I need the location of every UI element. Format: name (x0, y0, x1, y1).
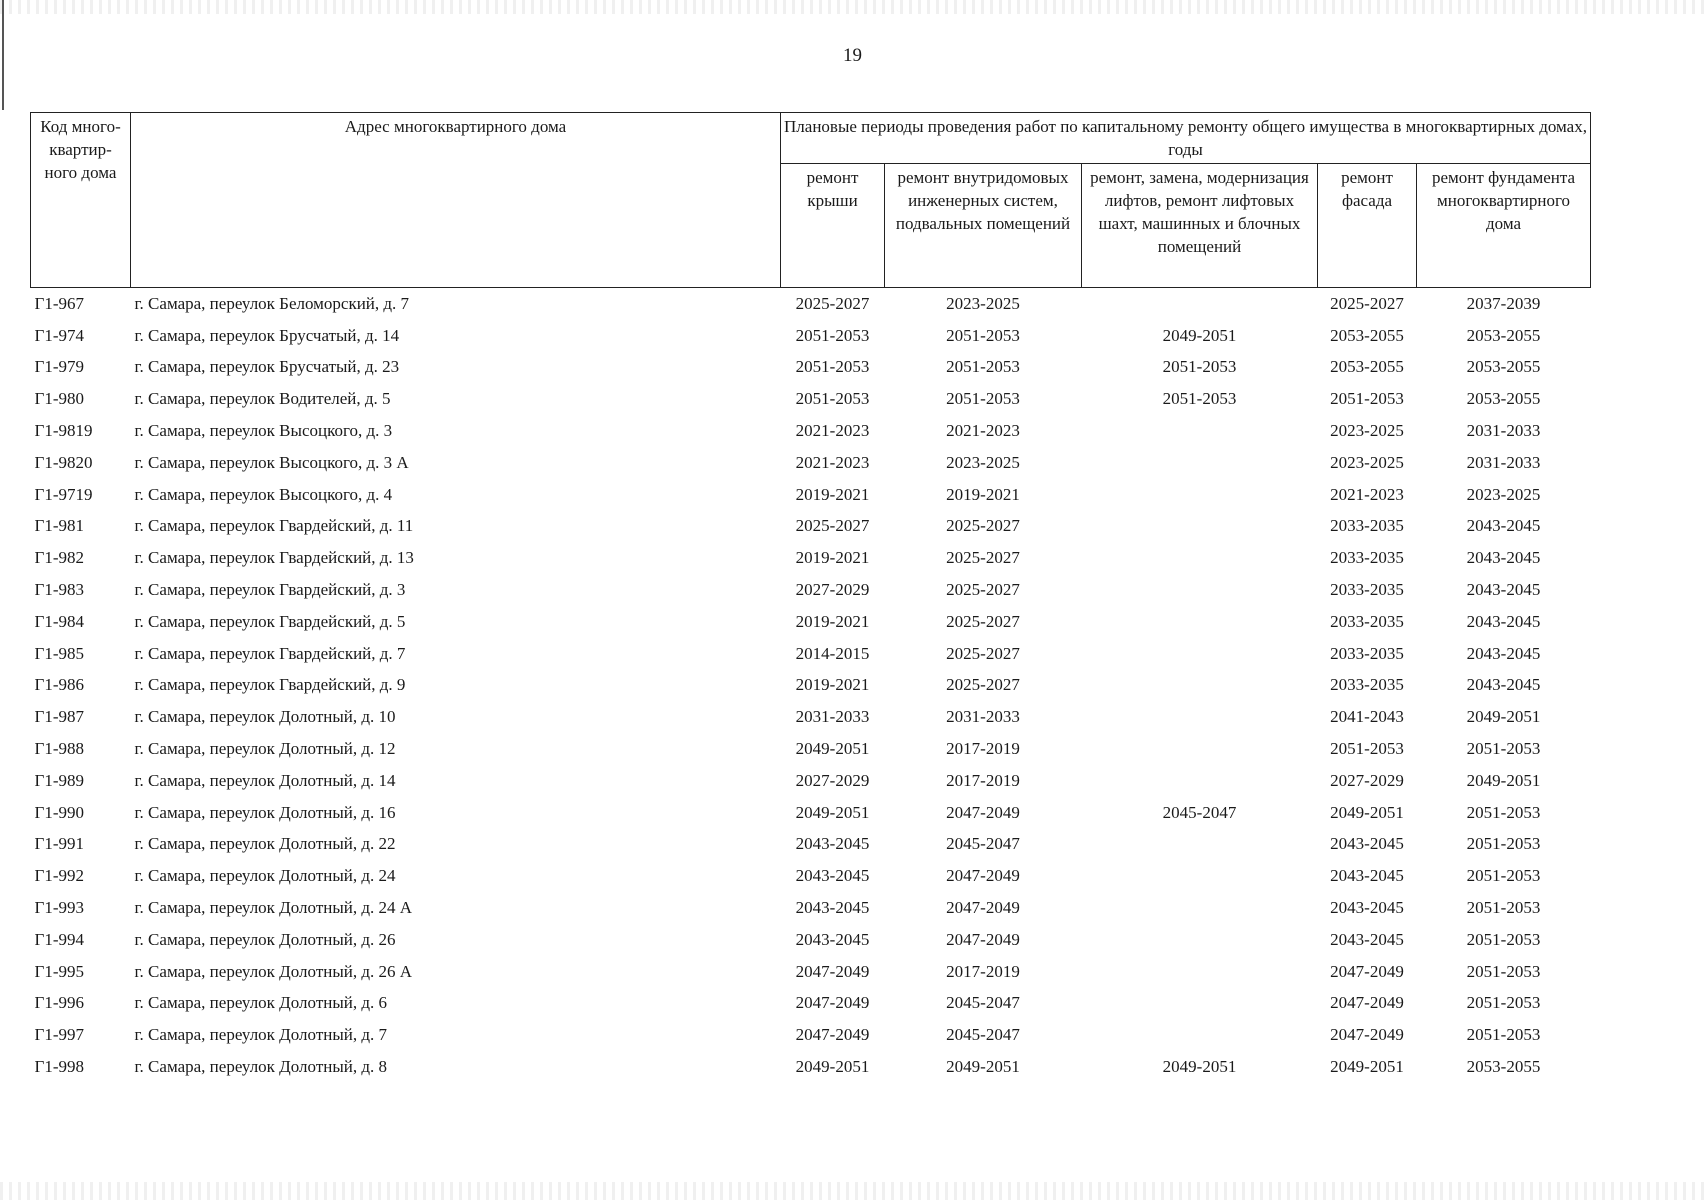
cell-code: Г1-995 (34, 961, 84, 981)
cell-roof: 2047-2049 (795, 1025, 870, 1045)
cell-roof: 2051-2053 (795, 325, 870, 345)
cell-elevators (1082, 988, 1318, 1020)
cell-code: Г1-9719 (34, 484, 93, 504)
cell-elevators (1082, 415, 1318, 447)
cell-foundation: 2053-2055 (1466, 325, 1541, 345)
cell-foundation: 2043-2045 (1466, 643, 1541, 663)
cell-code: Г1-998 (34, 1057, 84, 1077)
cell-code: Г1-9819 (34, 421, 93, 441)
table-row (31, 542, 1591, 574)
cell-address: г. Самара, переулок Гвардейский, д. 3 (134, 580, 406, 600)
cell-foundation: 2043-2045 (1466, 516, 1541, 536)
cell-facade: 2033-2035 (1330, 611, 1404, 631)
cell-roof: 2027-2029 (795, 580, 870, 600)
table-row (31, 765, 1591, 797)
cell-systems: 2047-2049 (946, 929, 1020, 949)
cell-systems: 2025-2027 (946, 643, 1020, 663)
cell-facade: 2051-2053 (1330, 389, 1404, 409)
cell-foundation: 2053-2055 (1466, 357, 1541, 377)
cell-address: г. Самара, переулок Долотный, д. 10 (134, 707, 396, 727)
cell-roof: 2014-2015 (795, 643, 870, 663)
cell-foundation: 2031-2033 (1466, 421, 1541, 441)
cell-systems: 2019-2021 (946, 484, 1020, 504)
cell-code: Г1-979 (34, 357, 84, 377)
header-code: Код много-квартир-ного дома (31, 113, 131, 288)
cell-elevators (1082, 479, 1318, 511)
cell-code: Г1-987 (34, 707, 84, 727)
table-row (31, 701, 1591, 733)
cell-elevators (1082, 701, 1318, 733)
cell-foundation: 2053-2055 (1466, 1057, 1541, 1077)
cell-elevators (1082, 638, 1318, 670)
cell-code: Г1-982 (34, 548, 84, 568)
cell-code: Г1-985 (34, 643, 84, 663)
cell-roof: 2019-2021 (795, 611, 870, 631)
cell-code: Г1-974 (34, 325, 84, 345)
cell-roof: 2049-2051 (795, 1057, 870, 1077)
cell-systems: 2047-2049 (946, 866, 1020, 886)
cell-facade: 2041-2043 (1330, 707, 1404, 727)
table-row (31, 574, 1591, 606)
cell-roof: 2021-2023 (795, 421, 870, 441)
cell-address: г. Самара, переулок Долотный, д. 24 (134, 866, 396, 886)
table-row (31, 447, 1591, 479)
cell-facade: 2049-2051 (1330, 1057, 1404, 1077)
cell-foundation: 2043-2045 (1466, 580, 1541, 600)
cell-elevators: 2051-2053 (1162, 389, 1237, 409)
cell-systems: 2045-2047 (946, 1025, 1020, 1045)
header-systems: ремонт внутридомовых инженерных систем, подвальных помещений (885, 164, 1082, 288)
cell-code: Г1-980 (34, 389, 84, 409)
cell-elevators (1082, 829, 1318, 861)
cell-foundation: 2043-2045 (1466, 548, 1541, 568)
cell-roof: 2049-2051 (795, 739, 870, 759)
cell-address: г. Самара, переулок Долотный, д. 26 А (134, 961, 413, 981)
cell-elevators (1082, 574, 1318, 606)
cell-foundation: 2051-2053 (1466, 802, 1541, 822)
cell-address: г. Самара, переулок Долотный, д. 7 (134, 1025, 388, 1045)
cell-facade: 2049-2051 (1330, 802, 1404, 822)
cell-code: Г1-967 (34, 293, 84, 313)
cell-roof: 2025-2027 (795, 516, 870, 536)
cell-elevators: 2049-2051 (1162, 325, 1237, 345)
cell-systems: 2025-2027 (946, 548, 1020, 568)
table-row (31, 797, 1591, 829)
table-row (31, 1019, 1591, 1051)
cell-address: г. Самара, переулок Гвардейский, д. 9 (134, 675, 406, 695)
cell-systems: 2051-2053 (946, 357, 1020, 377)
cell-systems: 2049-2051 (946, 1057, 1020, 1077)
cell-facade: 2033-2035 (1330, 675, 1404, 695)
cell-facade: 2047-2049 (1330, 1025, 1404, 1045)
cell-elevators (1082, 733, 1318, 765)
cell-systems: 2045-2047 (946, 834, 1020, 854)
cell-code: Г1-983 (34, 580, 84, 600)
cell-code: Г1-994 (34, 929, 84, 949)
cell-address: г. Самара, переулок Брусчатый, д. 23 (134, 357, 400, 377)
cell-elevators (1082, 892, 1318, 924)
cell-code: Г1-984 (34, 611, 84, 631)
cell-roof: 2049-2051 (795, 802, 870, 822)
cell-elevators: 2051-2053 (1162, 357, 1237, 377)
cell-address: г. Самара, переулок Долотный, д. 16 (134, 802, 396, 822)
cell-systems: 2051-2053 (946, 389, 1020, 409)
cell-elevators (1082, 447, 1318, 479)
cell-facade: 2023-2025 (1330, 421, 1404, 441)
cell-systems: 2047-2049 (946, 898, 1020, 918)
cell-roof: 2051-2053 (795, 357, 870, 377)
cell-roof: 2047-2049 (795, 993, 870, 1013)
cell-address: г. Самара, переулок Долотный, д. 22 (134, 834, 396, 854)
cell-systems: 2017-2019 (946, 739, 1020, 759)
cell-systems: 2023-2025 (946, 293, 1020, 313)
cell-facade: 2025-2027 (1330, 293, 1404, 313)
cell-roof: 2019-2021 (795, 548, 870, 568)
cell-foundation: 2051-2053 (1466, 834, 1541, 854)
cell-foundation: 2051-2053 (1466, 739, 1541, 759)
cell-address: г. Самара, переулок Высоцкого, д. 4 (134, 484, 393, 504)
cell-code: Г1-986 (34, 675, 84, 695)
table-row (31, 320, 1591, 352)
table-row (31, 829, 1591, 861)
cell-elevators (1082, 765, 1318, 797)
table-row (31, 606, 1591, 638)
cell-elevators (1082, 670, 1318, 702)
cell-elevators: 2049-2051 (1162, 1057, 1237, 1077)
table-row (31, 956, 1591, 988)
cell-roof: 2047-2049 (795, 961, 870, 981)
cell-roof: 2025-2027 (795, 293, 870, 313)
cell-foundation: 2049-2051 (1466, 770, 1541, 790)
cell-facade: 2021-2023 (1330, 484, 1404, 504)
cell-address: г. Самара, переулок Высоцкого, д. 3 (134, 421, 393, 441)
table-row (31, 638, 1591, 670)
page-number: 19 (843, 45, 862, 66)
cell-code: Г1-988 (34, 739, 84, 759)
cell-foundation: 2043-2045 (1466, 675, 1541, 695)
cell-roof: 2043-2045 (795, 898, 870, 918)
cell-facade: 2023-2025 (1330, 452, 1404, 472)
cell-foundation: 2051-2053 (1466, 961, 1541, 981)
cell-systems: 2017-2019 (946, 961, 1020, 981)
cell-systems: 2023-2025 (946, 452, 1020, 472)
cell-roof: 2051-2053 (795, 389, 870, 409)
cell-address: г. Самара, переулок Гвардейский, д. 7 (134, 643, 406, 663)
cell-foundation: 2053-2055 (1466, 389, 1541, 409)
cell-address: г. Самара, переулок Высоцкого, д. 3 А (134, 452, 409, 472)
cell-systems: 2047-2049 (946, 802, 1020, 822)
cell-code: Г1-996 (34, 993, 84, 1013)
cell-elevators (1082, 924, 1318, 956)
cell-roof: 2021-2023 (795, 452, 870, 472)
header-periods-group: Плановые периоды проведения работ по капитальному ремонту общего имущества в многоквартирных домах, годы (781, 113, 1591, 164)
cell-roof: 2043-2045 (795, 834, 870, 854)
table-row (31, 1051, 1591, 1083)
cell-systems: 2021-2023 (946, 421, 1020, 441)
header-address: Адрес многоквартирного дома (131, 113, 781, 288)
table-row (31, 670, 1591, 702)
cell-facade: 2051-2053 (1330, 739, 1404, 759)
cell-foundation: 2051-2053 (1466, 866, 1541, 886)
cell-address: г. Самара, переулок Гвардейский, д. 5 (134, 611, 406, 631)
cell-address: г. Самара, переулок Долотный, д. 6 (134, 993, 388, 1013)
repair-schedule-table (30, 112, 1591, 1083)
cell-facade: 2033-2035 (1330, 548, 1404, 568)
table-body (31, 288, 1591, 1083)
cell-facade: 2043-2045 (1330, 866, 1404, 886)
cell-roof: 2019-2021 (795, 484, 870, 504)
cell-elevators (1082, 288, 1318, 320)
cell-elevators (1082, 542, 1318, 574)
table-row (31, 733, 1591, 765)
cell-code: Г1-993 (34, 898, 84, 918)
cell-code: Г1-9820 (34, 452, 93, 472)
cell-elevators (1082, 1019, 1318, 1051)
cell-code: Г1-989 (34, 770, 84, 790)
cell-systems: 2025-2027 (946, 516, 1020, 536)
scan-noise-bottom (0, 1182, 1705, 1200)
cell-code: Г1-997 (34, 1025, 84, 1045)
cell-facade: 2053-2055 (1330, 325, 1404, 345)
table-row (31, 860, 1591, 892)
cell-facade: 2047-2049 (1330, 993, 1404, 1013)
cell-address: г. Самара, переулок Брусчатый, д. 14 (134, 325, 400, 345)
header-facade: ремонт фасада (1318, 164, 1417, 288)
cell-roof: 2031-2033 (795, 707, 870, 727)
cell-facade: 2043-2045 (1330, 929, 1404, 949)
cell-systems: 2025-2027 (946, 675, 1020, 695)
table-row (31, 892, 1591, 924)
table-row (31, 383, 1591, 415)
cell-facade: 2053-2055 (1330, 357, 1404, 377)
cell-systems: 2051-2053 (946, 325, 1020, 345)
cell-code: Г1-992 (34, 866, 84, 886)
header-elevators: ремонт, замена, модернизация лифтов, ремонт лифтовых шахт, машинных и блочных помещений (1082, 164, 1318, 288)
cell-roof: 2043-2045 (795, 929, 870, 949)
cell-address: г. Самара, переулок Долотный, д. 24 А (134, 898, 413, 918)
cell-systems: 2017-2019 (946, 770, 1020, 790)
cell-foundation: 2037-2039 (1466, 293, 1541, 313)
table-row (31, 415, 1591, 447)
cell-address: г. Самара, переулок Долотный, д. 8 (134, 1057, 388, 1077)
cell-address: г. Самара, переулок Долотный, д. 14 (134, 770, 396, 790)
cell-address: г. Самара, переулок Беломорский, д. 7 (134, 293, 410, 313)
cell-address: г. Самара, переулок Водителей, д. 5 (134, 389, 391, 409)
table-row (31, 352, 1591, 384)
cell-foundation: 2051-2053 (1466, 1025, 1541, 1045)
cell-elevators (1082, 956, 1318, 988)
cell-facade: 2047-2049 (1330, 961, 1404, 981)
cell-code: Г1-991 (34, 834, 84, 854)
cell-code: Г1-990 (34, 802, 84, 822)
cell-foundation: 2051-2053 (1466, 929, 1541, 949)
cell-address: г. Самара, переулок Гвардейский, д. 11 (134, 516, 414, 536)
cell-foundation: 2049-2051 (1466, 707, 1541, 727)
cell-facade: 2033-2035 (1330, 516, 1404, 536)
cell-systems: 2045-2047 (946, 993, 1020, 1013)
cell-facade: 2033-2035 (1330, 580, 1404, 600)
cell-foundation: 2023-2025 (1466, 484, 1541, 504)
cell-roof: 2043-2045 (795, 866, 870, 886)
cell-facade: 2043-2045 (1330, 834, 1404, 854)
table-row (31, 288, 1591, 320)
header-foundation: ремонт фундамента многоквартирного дома (1417, 164, 1591, 288)
cell-elevators: 2045-2047 (1162, 802, 1237, 822)
scan-noise-top (0, 0, 1705, 14)
cell-elevators (1082, 606, 1318, 638)
cell-facade: 2027-2029 (1330, 770, 1404, 790)
cell-systems: 2025-2027 (946, 611, 1020, 631)
cell-address: г. Самара, переулок Гвардейский, д. 13 (134, 548, 414, 568)
cell-address: г. Самара, переулок Долотный, д. 12 (134, 739, 396, 759)
cell-foundation: 2043-2045 (1466, 611, 1541, 631)
cell-roof: 2019-2021 (795, 675, 870, 695)
cell-roof: 2027-2029 (795, 770, 870, 790)
table-row (31, 924, 1591, 956)
cell-foundation: 2031-2033 (1466, 452, 1541, 472)
cell-elevators (1082, 860, 1318, 892)
cell-foundation: 2051-2053 (1466, 898, 1541, 918)
table-row (31, 511, 1591, 543)
table-header (31, 113, 1591, 288)
cell-facade: 2033-2035 (1330, 643, 1404, 663)
cell-systems: 2031-2033 (946, 707, 1020, 727)
cell-systems: 2025-2027 (946, 580, 1020, 600)
cell-address: г. Самара, переулок Долотный, д. 26 (134, 929, 396, 949)
cell-elevators (1082, 511, 1318, 543)
cell-facade: 2043-2045 (1330, 898, 1404, 918)
header-roof: ремонт крыши (781, 164, 885, 288)
table-row (31, 479, 1591, 511)
cell-foundation: 2051-2053 (1466, 993, 1541, 1013)
cell-code: Г1-981 (34, 516, 84, 536)
table-row (31, 988, 1591, 1020)
